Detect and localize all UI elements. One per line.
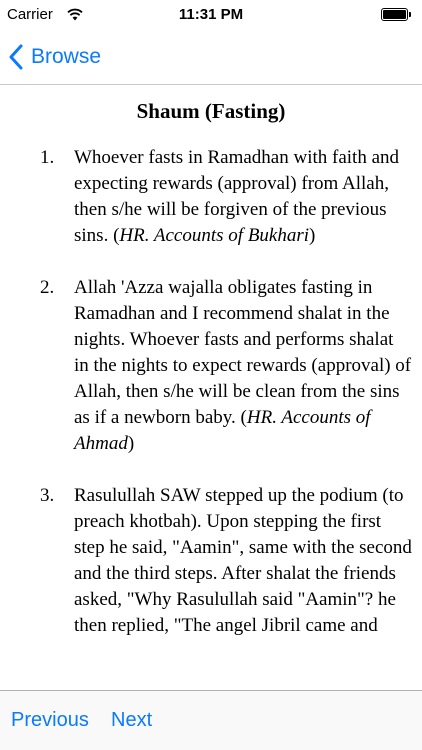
item-number: 2.: [40, 277, 55, 298]
list-item: [0, 145, 422, 249]
hadith-list: [0, 145, 422, 639]
status-bar: [0, 0, 422, 30]
item-text: Whoever fasts in Ramadhan with faith and expecting rewards (approval) from Allah, then s/he will be forgiven of the previous sins. (: [74, 147, 400, 246]
status-time: 11:31 PM: [178, 6, 244, 23]
navigation-bar: [0, 30, 422, 85]
list-item: [0, 275, 422, 457]
item-citation: HR. Accounts of Bukhari: [119, 225, 310, 246]
battery-tip: [409, 12, 411, 17]
back-button-label: Browse: [31, 45, 102, 68]
bottom-toolbar: [0, 690, 422, 750]
item-close: ): [309, 225, 316, 246]
chevron-left-icon: [8, 44, 24, 70]
item-text: Rasulullah SAW stepped up the podium (to preach khotbah). Upon stepping the first step he said, "Aamin", same with the second and the third steps. After shalat the friends asked, "Why Rasulullah said "Aamin"? he then replied, "The angel Jibril came and: [74, 485, 412, 636]
previous-button[interactable]: Previous: [11, 709, 89, 731]
list-item: [0, 483, 422, 639]
next-button[interactable]: Next: [111, 709, 153, 731]
back-button[interactable]: [8, 40, 101, 74]
battery-fill: [383, 10, 406, 19]
article-content[interactable]: [0, 85, 422, 690]
carrier-label: Carrier: [7, 6, 53, 23]
item-text: Allah 'Azza wajalla obligates fasting in Ramadhan and I recommend shalat in the nights. Whoever fasts and performs shalat in the nights to expect rewards (approval) of Allah, then s/he will be clean from the sins as if a newborn baby. (: [74, 277, 412, 428]
item-citation: HR. Accounts of Ahmad: [74, 407, 371, 454]
item-number: 3.: [40, 485, 55, 506]
item-close: ): [127, 433, 135, 454]
page-title: Shaum (Fasting): [136, 99, 286, 123]
battery-icon: [381, 8, 408, 21]
item-number: 1.: [40, 147, 55, 168]
